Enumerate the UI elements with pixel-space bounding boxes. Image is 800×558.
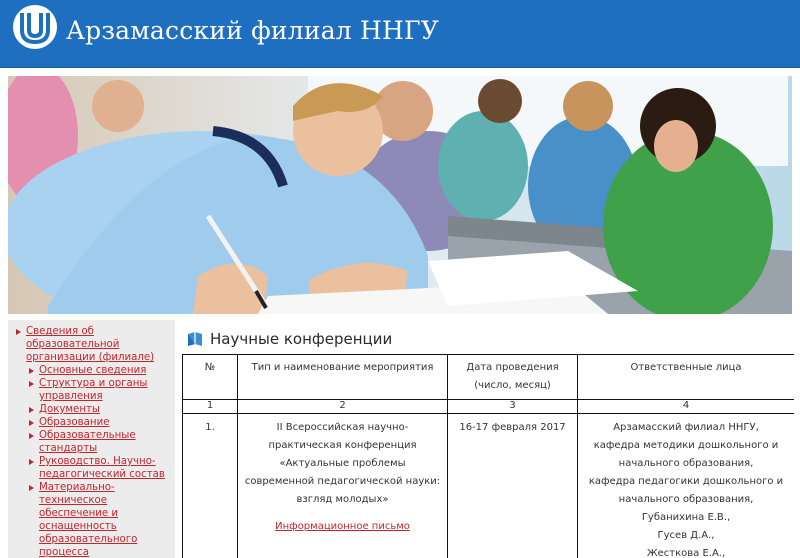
sidebar-item-label[interactable]: Основные сведения [39,365,147,376]
column-header-responsible: Ответственные лица [578,355,795,400]
site-header [0,0,800,68]
site-title[interactable]: Арзамасский филиал ННГУ [66,16,440,45]
conferences-table [182,354,794,558]
column-number: 3 [448,400,578,414]
responsible-line: начального образования, [618,458,754,469]
sidebar-item-label[interactable]: Сведения об образовательной организации (филиале) [26,326,155,363]
sidebar-item-label[interactable]: Структура и органы управления [39,378,148,402]
unn-logo-icon[interactable] [12,4,58,50]
page-title [186,330,392,348]
responsible-line: Жесткова Е.А., [646,548,726,558]
table-row [183,414,795,558]
arrow-bullet-icon [29,459,34,465]
arrow-bullet-icon [29,433,34,439]
arrow-bullet-icon [16,329,21,335]
arrow-bullet-icon [29,485,34,491]
responsible-line: начального образования, [618,494,754,505]
page-title-text: Научные конференции [210,330,393,348]
table-header-row [183,355,795,400]
column-header-date: Дата проведения (число, месяц) [448,355,578,400]
sidebar-item-staff[interactable] [27,455,175,481]
row-number: 1. [183,414,238,558]
sidebar-item-label[interactable]: Руководство. Научно-педагогический состав [39,456,165,480]
column-header-event: Тип и наименование мероприятия [238,355,448,400]
responsible-line: Арзамасский филиал ННГУ, [613,422,759,433]
sidebar-nav [8,320,175,558]
book-icon [186,330,204,348]
responsible-line: Губанихина Е.В., [641,512,731,523]
responsible-line: кафедра педагогики дошкольного и [588,476,784,487]
arrow-bullet-icon [29,420,34,426]
main-content [182,320,794,558]
sidebar-item-main-info[interactable] [27,364,175,377]
sidebar-item-documents[interactable] [27,403,175,416]
sidebar-item-org-info[interactable] [14,325,175,364]
column-header-number: № [183,355,238,400]
column-number: 1 [183,400,238,414]
sidebar-item-structure[interactable] [27,377,175,403]
sidebar-item-standards[interactable] [27,429,175,455]
event-cell [238,414,448,558]
sidebar-item-education[interactable] [27,416,175,429]
column-number: 4 [578,400,795,414]
arrow-bullet-icon [29,368,34,374]
table-number-row [183,400,795,414]
sidebar-item-facilities[interactable] [27,481,175,558]
sidebar-item-label[interactable]: Материально-техническое обеспечение и оснащенность образовательного процесса [39,482,138,558]
banner-photo [8,76,792,314]
responsible-cell [578,414,795,558]
responsible-line: кафедра методики дошкольного и [593,440,779,451]
responsible-line: Гусев Д.А., [657,530,715,541]
event-name: II Всероссийская научно-практическая конференция «Актуальные проблемы современной педагогической науки: взгляд молодых» [244,422,441,505]
sidebar-item-label[interactable]: Образование [39,417,110,428]
column-number: 2 [238,400,448,414]
arrow-bullet-icon [29,381,34,387]
info-letter-link[interactable]: Информационное письмо [275,521,410,532]
sidebar-item-label[interactable]: Документы [39,404,100,415]
arrow-bullet-icon [29,407,34,413]
sidebar-item-label[interactable]: Образовательные стандарты [39,430,136,454]
event-date: 16-17 февраля 2017 [448,414,578,558]
